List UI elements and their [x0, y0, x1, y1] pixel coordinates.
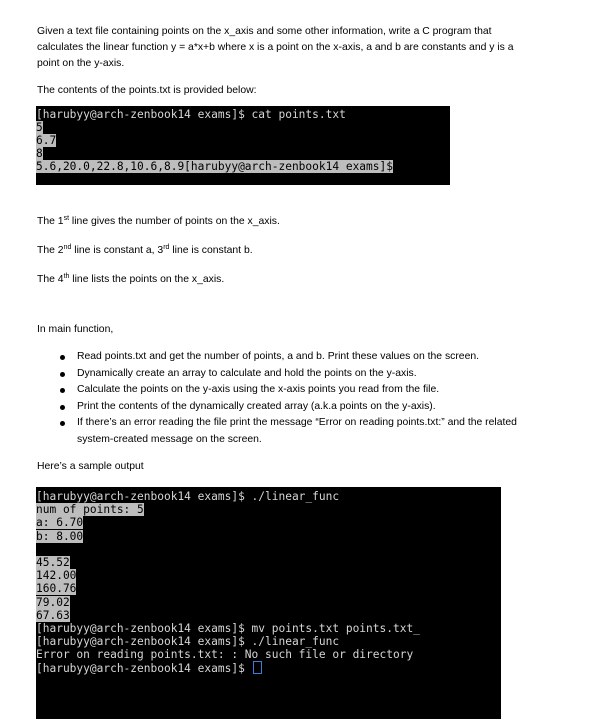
- terminal-sample-output: [36, 487, 501, 719]
- terminal2-line: [harubyy@arch-zenbook14 exams]$ mv points.txt points.txt_: [36, 621, 420, 635]
- explain-line-3: [37, 272, 224, 288]
- terminal-cat-points: [36, 106, 450, 185]
- explain-line-3-pre: The 4: [37, 274, 64, 285]
- bullet-icon: [60, 372, 65, 377]
- terminal2-line: [36, 503, 501, 516]
- bullet-icon: [60, 355, 65, 360]
- explain-line-2: [37, 243, 253, 259]
- terminal1-line-text: 8: [36, 147, 43, 160]
- list-item-text: If there’s an error reading the file print the message “Error on reading points.txt:” and the related system-created message on the screen.: [77, 417, 517, 445]
- terminal2-line-text: 79.02: [36, 595, 70, 609]
- explain-line-1: [37, 214, 280, 230]
- terminal2-line: [harubyy@arch-zenbook14 exams]$ ./linear_func: [36, 635, 340, 649]
- terminal2-line-text: a: 6.70: [36, 516, 84, 530]
- terminal2-line-text: num of points: 5: [36, 503, 144, 517]
- list-item: [60, 382, 550, 399]
- terminal2-line-text: 160.76: [36, 582, 77, 596]
- terminal2-prompt-text: [harubyy@arch-zenbook14 exams]$: [36, 662, 252, 675]
- terminal1-line: [harubyy@arch-zenbook14 exams]$ cat points.txt: [36, 108, 346, 121]
- terminal2-line: [36, 596, 501, 609]
- terminal2-line: [36, 582, 501, 595]
- explain-line-2-post: line is constant b.: [169, 245, 253, 256]
- intro-line-2: calculates the linear function y = a*x+b where x is a point on the x-axis, a and b are constants and y is a: [37, 42, 514, 53]
- list-item-text: Calculate the points on the y-axis using the x-axis points you read from the file.: [77, 384, 440, 395]
- list-item: [60, 349, 550, 366]
- terminal2-line-text: 142.00: [36, 569, 77, 583]
- terminal1-line: [36, 160, 450, 173]
- terminal1-line: [36, 121, 450, 134]
- terminal2-blank-line: [36, 543, 501, 556]
- terminal2-prompt-line[interactable]: [36, 661, 501, 674]
- terminal2-line-text: b: 8.00: [36, 529, 84, 543]
- sample-output-label: Here’s a sample output: [37, 461, 144, 472]
- list-item-text: Print the contents of the dynamically created array (a.k.a points on the y-axis).: [77, 400, 436, 412]
- terminal2-line: [36, 609, 501, 622]
- terminal2-line: [36, 556, 501, 569]
- requirements-list: [60, 349, 550, 448]
- terminal2-line-text: 45.52: [36, 555, 70, 569]
- bullet-icon: [60, 421, 65, 426]
- explain-line-1-sup: st: [63, 215, 70, 222]
- explain-line-3-post: line lists the points on the x_axis.: [69, 274, 225, 285]
- explain-line-2-pre: The 2: [37, 245, 64, 256]
- terminal2-line: [36, 516, 501, 529]
- intro-line-1: Given a text file containing points on the x_axis and some other information, write a C program that: [37, 26, 492, 37]
- explain-line-2-sup2: rd: [163, 244, 170, 251]
- cursor-icon: [253, 661, 262, 674]
- list-item-text: Dynamically create an array to calculate and hold the points on the y-axis.: [77, 367, 417, 379]
- terminal2-line: [36, 530, 501, 543]
- explain-line-3-sup: th: [63, 273, 70, 280]
- explain-line-1-pre: The 1: [37, 216, 64, 227]
- bullet-icon: [60, 405, 65, 410]
- terminal2-line-text: 67.63: [36, 608, 70, 622]
- list-item: [60, 399, 550, 416]
- terminal1-line: [36, 147, 450, 160]
- explain-line-2-mid: line is constant a, 3: [71, 245, 164, 256]
- list-item-text: Read points.txt and get the number of points, a and b. Print these values on the screen.: [77, 351, 480, 362]
- bullet-icon: [60, 388, 65, 393]
- terminal1-line-text: 6.7: [36, 134, 57, 147]
- intro-line-3: point on the y-axis.: [37, 58, 125, 69]
- terminal2-line: [harubyy@arch-zenbook14 exams]$ ./linear_func: [36, 490, 340, 503]
- terminal1-line-text: 5: [36, 121, 43, 134]
- terminal1-line-text: 5.6,20.0,22.8,10.6,8.9[harubyy@arch-zenbook14 exams]$: [36, 160, 393, 173]
- explain-line-2-sup: nd: [63, 244, 72, 251]
- terminal1-line: [36, 134, 450, 147]
- terminal2-line: Error on reading points.txt: : No such file or directory: [36, 648, 414, 662]
- explain-line-1-post: line gives the number of points on the x_axis.: [69, 216, 280, 227]
- contents-label: The contents of the points.txt is provided below:: [37, 85, 257, 96]
- terminal2-line: [36, 569, 501, 582]
- list-item: [60, 366, 550, 383]
- list-item: [60, 415, 550, 448]
- main-function-label: In main function,: [37, 324, 114, 335]
